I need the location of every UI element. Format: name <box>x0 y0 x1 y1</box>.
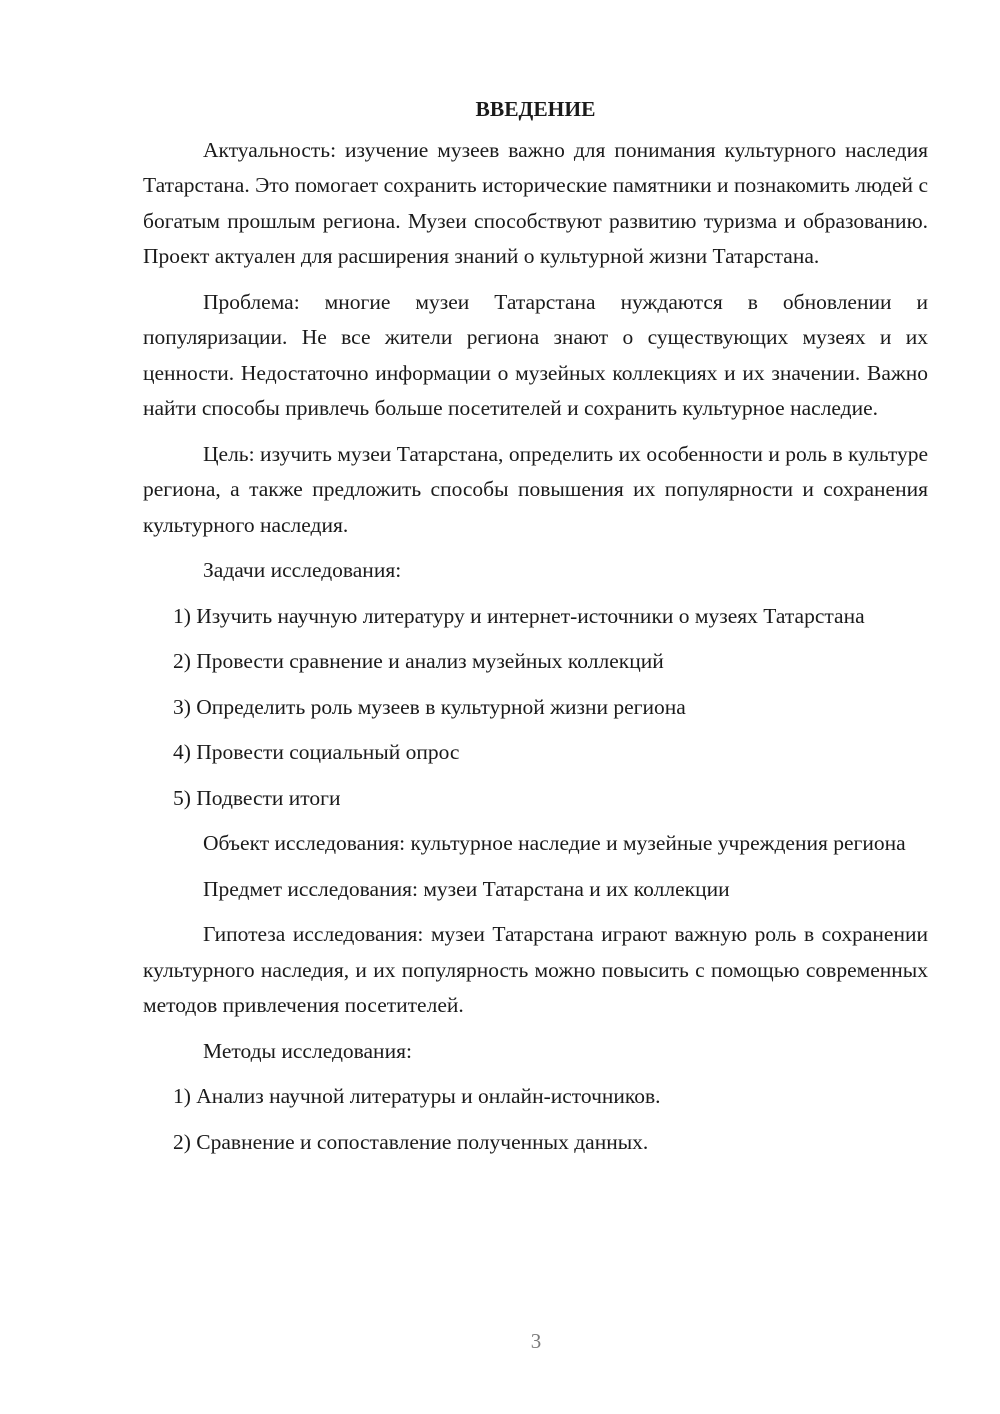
method-item: 2) Сравнение и сопоставление полученных данных. <box>173 1129 649 1154</box>
object-paragraph: Объект исследования: культурное наследие и музейные учреждения региона <box>203 831 906 855</box>
task-item: 2) Провести сравнение и анализ музейных коллекций <box>173 649 664 673</box>
problem-paragraph: Проблема: многие музеи Татарстана нуждаются в обновлении и популяризации. Не все жители региона знают о существующих музеях и их ценности. Недостаточно информации о музейных коллекциях и их значении. Важно найти способы привлечь больше посетителей и сохранить культурное наследие. <box>143 289 928 420</box>
relevance-paragraph: Актуальность: изучение музеев важно для понимания культурного наследия Татарстана. Это помогает сохранить исторические памятники и познакомить людей с богатым прошлым региона. Музеи способствуют развитию туризма и образованию. Проект актуален для расширения знаний о культурной жизни Татарстана. <box>143 137 928 268</box>
page-content <box>143 92 928 1170</box>
goal-paragraph: Цель: изучить музеи Татарстана, определить их особенности и роль в культуре региона, а также предложить способы повышения их популярности и сохранения культурного наследия. <box>143 441 928 537</box>
task-item: 5) Подвести итоги <box>173 785 341 810</box>
method-item: 1) Анализ научной литературы и онлайн-источников. <box>173 1084 661 1108</box>
task-item: 3) Определить роль музеев в культурной жизни региона <box>173 694 686 719</box>
methods-heading: Методы исследования: <box>203 1038 412 1063</box>
task-item: 1) Изучить научную литературу и интернет-источники о музеях Татарстана <box>173 603 865 628</box>
task-item: 4) Провести социальный опрос <box>173 740 460 764</box>
page-number: 3 <box>530 1329 542 1353</box>
section-title: ВВЕДЕНИЕ <box>475 97 596 121</box>
hypothesis-paragraph: Гипотеза исследования: музеи Татарстана играют важную роль в сохранении культурного наследия, и их популярность можно повысить с помощью современных методов привлечения посетителей. <box>143 922 928 1017</box>
subject-paragraph: Предмет исследования: музеи Татарстана и их коллекции <box>203 876 730 901</box>
tasks-heading: Задачи исследования: <box>203 558 402 582</box>
